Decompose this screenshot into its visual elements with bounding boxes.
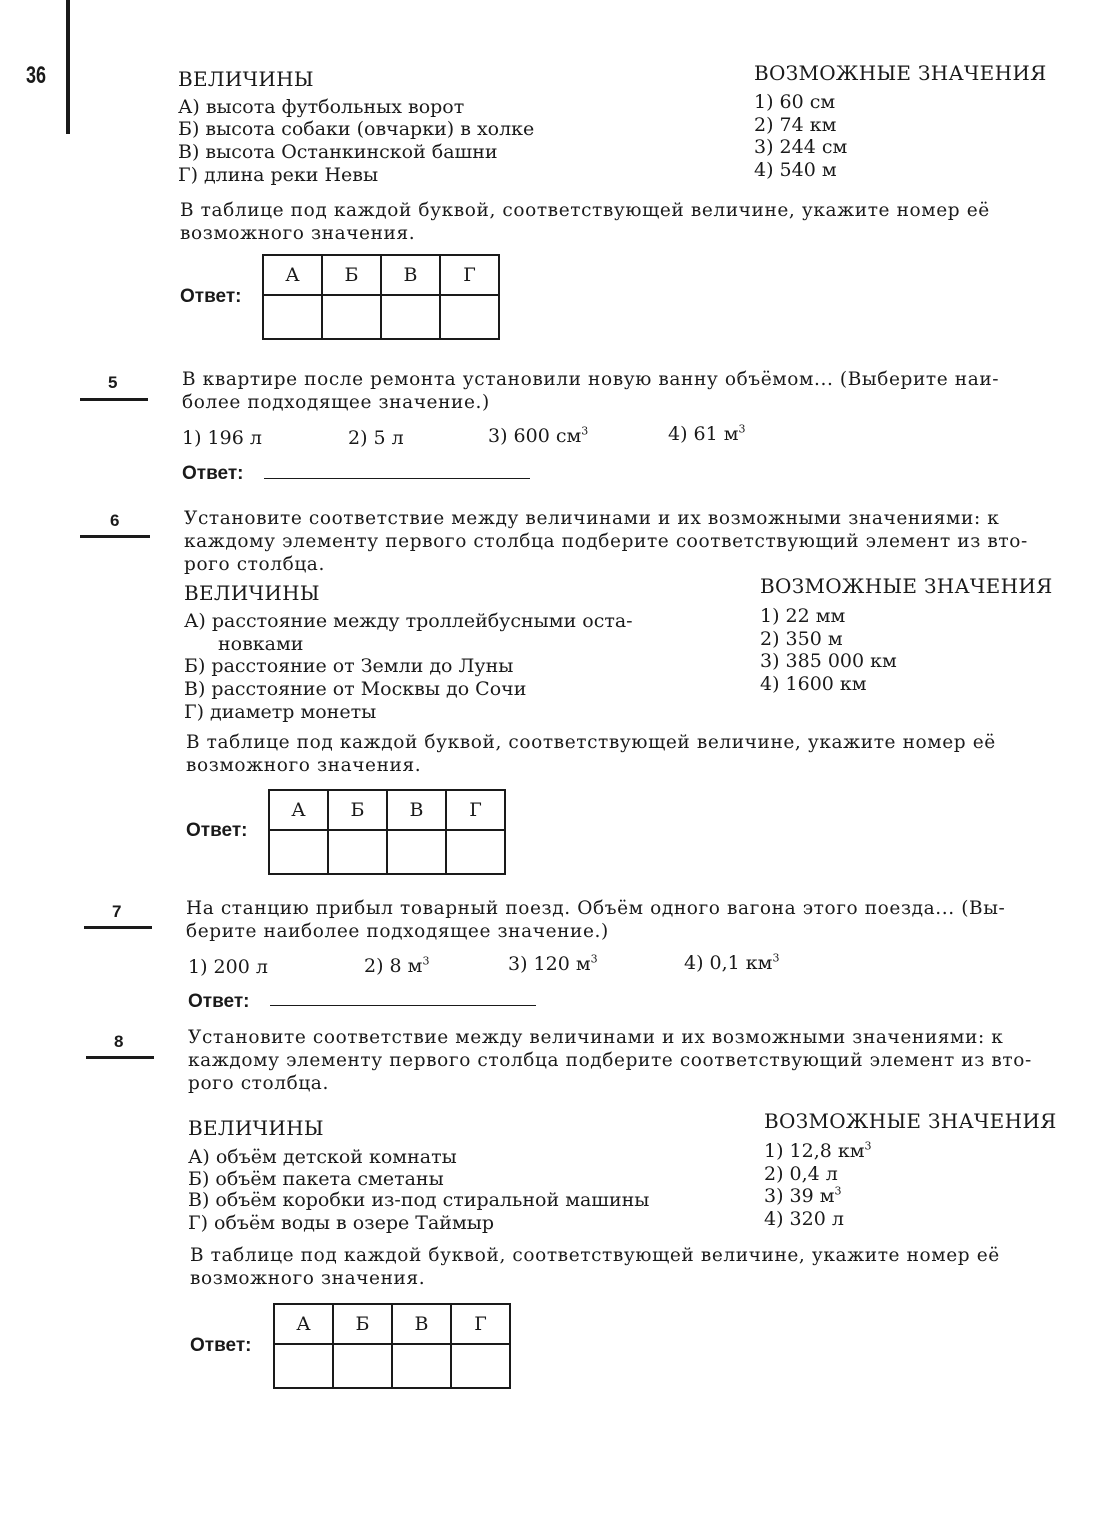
- quantity-item: Б) высота собаки (овчарки) в холке: [178, 118, 535, 140]
- option-item: 1) 200 л: [188, 956, 268, 978]
- answer-cell[interactable]: [392, 1344, 451, 1388]
- task-number: 7: [112, 902, 122, 921]
- table-header-cell: Г: [451, 1304, 510, 1344]
- task-question: Установите соответствие между величинами и их возможными значениями: к каждому элементу первого столбца подберите соответствующий элемент из вто- рого столбца.: [188, 1027, 1032, 1094]
- answer-cell[interactable]: [328, 830, 387, 874]
- task-number: 6: [110, 511, 120, 530]
- answer-label: Ответ:: [188, 991, 250, 1012]
- answer-cell[interactable]: [381, 295, 440, 339]
- page-number: 36: [26, 62, 47, 89]
- quantity-item: Г) объём воды в озере Таймыр: [188, 1212, 495, 1234]
- values-heading: ВОЗМОЖНЫЕ ЗНАЧЕНИЯ: [754, 61, 1047, 85]
- answer-cell[interactable]: [333, 1344, 392, 1388]
- answer-table: [273, 1303, 511, 1389]
- value-item: 1) 60 см: [754, 91, 836, 113]
- value-item: 4) 320 л: [764, 1208, 844, 1230]
- quantity-item: Г) длина реки Невы: [178, 164, 379, 186]
- table-header-cell: В: [387, 790, 446, 830]
- option-item: 4) 61 $м^3$: [668, 422, 746, 445]
- value-item: 4) 1600 км: [760, 673, 867, 695]
- quantity-item: Г) диаметр монеты: [184, 701, 377, 723]
- table-header-cell: Г: [440, 255, 499, 295]
- option-item: 3) 120 $м^3$: [508, 952, 598, 975]
- table-header-cell: А: [263, 255, 322, 295]
- instruction: В таблице под каждой буквой, соответствующей величине, укажите номер её возможного значения.: [186, 732, 996, 776]
- quantity-item: В) высота Останкинской башни: [178, 141, 498, 163]
- values-heading: ВОЗМОЖНЫЕ ЗНАЧЕНИЯ: [764, 1109, 1057, 1133]
- table-header-cell: А: [269, 790, 328, 830]
- answer-cell[interactable]: [263, 295, 322, 339]
- quantity-item: В) объём коробки из-под стиральной машины: [188, 1189, 650, 1211]
- quantity-item: Б) объём пакета сметаны: [188, 1168, 444, 1190]
- quantity-item: А) объём детской комнаты: [188, 1146, 457, 1168]
- answer-cell[interactable]: [446, 830, 505, 874]
- option-item: 2) 5 л: [348, 427, 404, 449]
- value-item: 3) 244 см: [754, 136, 848, 158]
- table-header-cell: А: [274, 1304, 333, 1344]
- task-rule: [80, 398, 148, 401]
- answer-table: [262, 254, 500, 340]
- table-header-cell: Б: [322, 255, 381, 295]
- answer-cell[interactable]: [440, 295, 499, 339]
- answer-label: Ответ:: [182, 463, 244, 484]
- quantities-heading: ВЕЛИЧИНЫ: [178, 67, 314, 91]
- task-rule: [80, 535, 150, 538]
- table-header-cell: В: [381, 255, 440, 295]
- task-question: В квартире после ремонта установили новую ванну объёмом... (Выберите наи- более подходящее значение.): [182, 369, 1000, 413]
- quantity-item: А) высота футбольных ворот: [178, 96, 465, 118]
- instruction: В таблице под каждой буквой, соответствующей величине, укажите номер её возможного значения.: [190, 1245, 1000, 1289]
- value-item: 3) 385 000 км: [760, 650, 897, 672]
- table-header-cell: В: [392, 1304, 451, 1344]
- answer-label: Ответ:: [190, 1335, 252, 1356]
- answer-label: Ответ:: [180, 286, 242, 307]
- value-item: 2) 74 км: [754, 114, 837, 136]
- value-item: 1) 22 мм: [760, 605, 846, 627]
- quantities-heading: ВЕЛИЧИНЫ: [184, 581, 320, 605]
- quantity-item: новками: [218, 633, 304, 655]
- answer-label: Ответ:: [186, 820, 248, 841]
- table-header-cell: Б: [328, 790, 387, 830]
- task-rule: [86, 1056, 154, 1059]
- answer-cell[interactable]: [274, 1344, 333, 1388]
- quantity-item: А) расстояние между троллейбусными оста-: [184, 610, 633, 632]
- margin-bar: [66, 0, 70, 134]
- option-item: 1) 196 л: [182, 427, 262, 449]
- task-question: Установите соответствие между величинами и их возможными значениями: к каждому элементу первого столбца подберите соответствующий элемент из вто- рого столбца.: [184, 508, 1028, 575]
- answer-table: [268, 789, 506, 875]
- answer-cell[interactable]: [322, 295, 381, 339]
- instruction: В таблице под каждой буквой, соответствующей величине, укажите номер её возможного значения.: [180, 200, 990, 244]
- task-number: 5: [108, 373, 118, 392]
- answer-line[interactable]: [270, 1005, 536, 1006]
- value-item: 3) 39 $м^3$: [764, 1184, 842, 1207]
- quantity-item: В) расстояние от Москвы до Сочи: [184, 678, 527, 700]
- answer-line[interactable]: [264, 478, 530, 479]
- table-header-cell: Г: [446, 790, 505, 830]
- option-item: 4) 0,1 $км^3$: [684, 951, 780, 974]
- value-item: 2) 350 м: [760, 628, 843, 650]
- answer-cell[interactable]: [387, 830, 446, 874]
- value-item: 4) 540 м: [754, 159, 837, 181]
- task-number: 8: [114, 1032, 124, 1051]
- quantity-item: Б) расстояние от Земли до Луны: [184, 655, 514, 677]
- option-item: 2) 8 $м^3$: [364, 954, 430, 977]
- option-item: 3) 600 $см^3$: [488, 424, 589, 447]
- value-item: 1) 12,8 $км^3$: [764, 1139, 872, 1162]
- answer-cell[interactable]: [269, 830, 328, 874]
- values-heading: ВОЗМОЖНЫЕ ЗНАЧЕНИЯ: [760, 574, 1053, 598]
- value-item: 2) 0,4 л: [764, 1163, 838, 1185]
- quantities-heading: ВЕЛИЧИНЫ: [188, 1116, 324, 1140]
- task-rule: [84, 926, 152, 929]
- task-question: На станцию прибыл товарный поезд. Объём одного вагона этого поезда... (Вы- берите наиболее подходящее значение.): [186, 898, 1006, 942]
- table-header-cell: Б: [333, 1304, 392, 1344]
- answer-cell[interactable]: [451, 1344, 510, 1388]
